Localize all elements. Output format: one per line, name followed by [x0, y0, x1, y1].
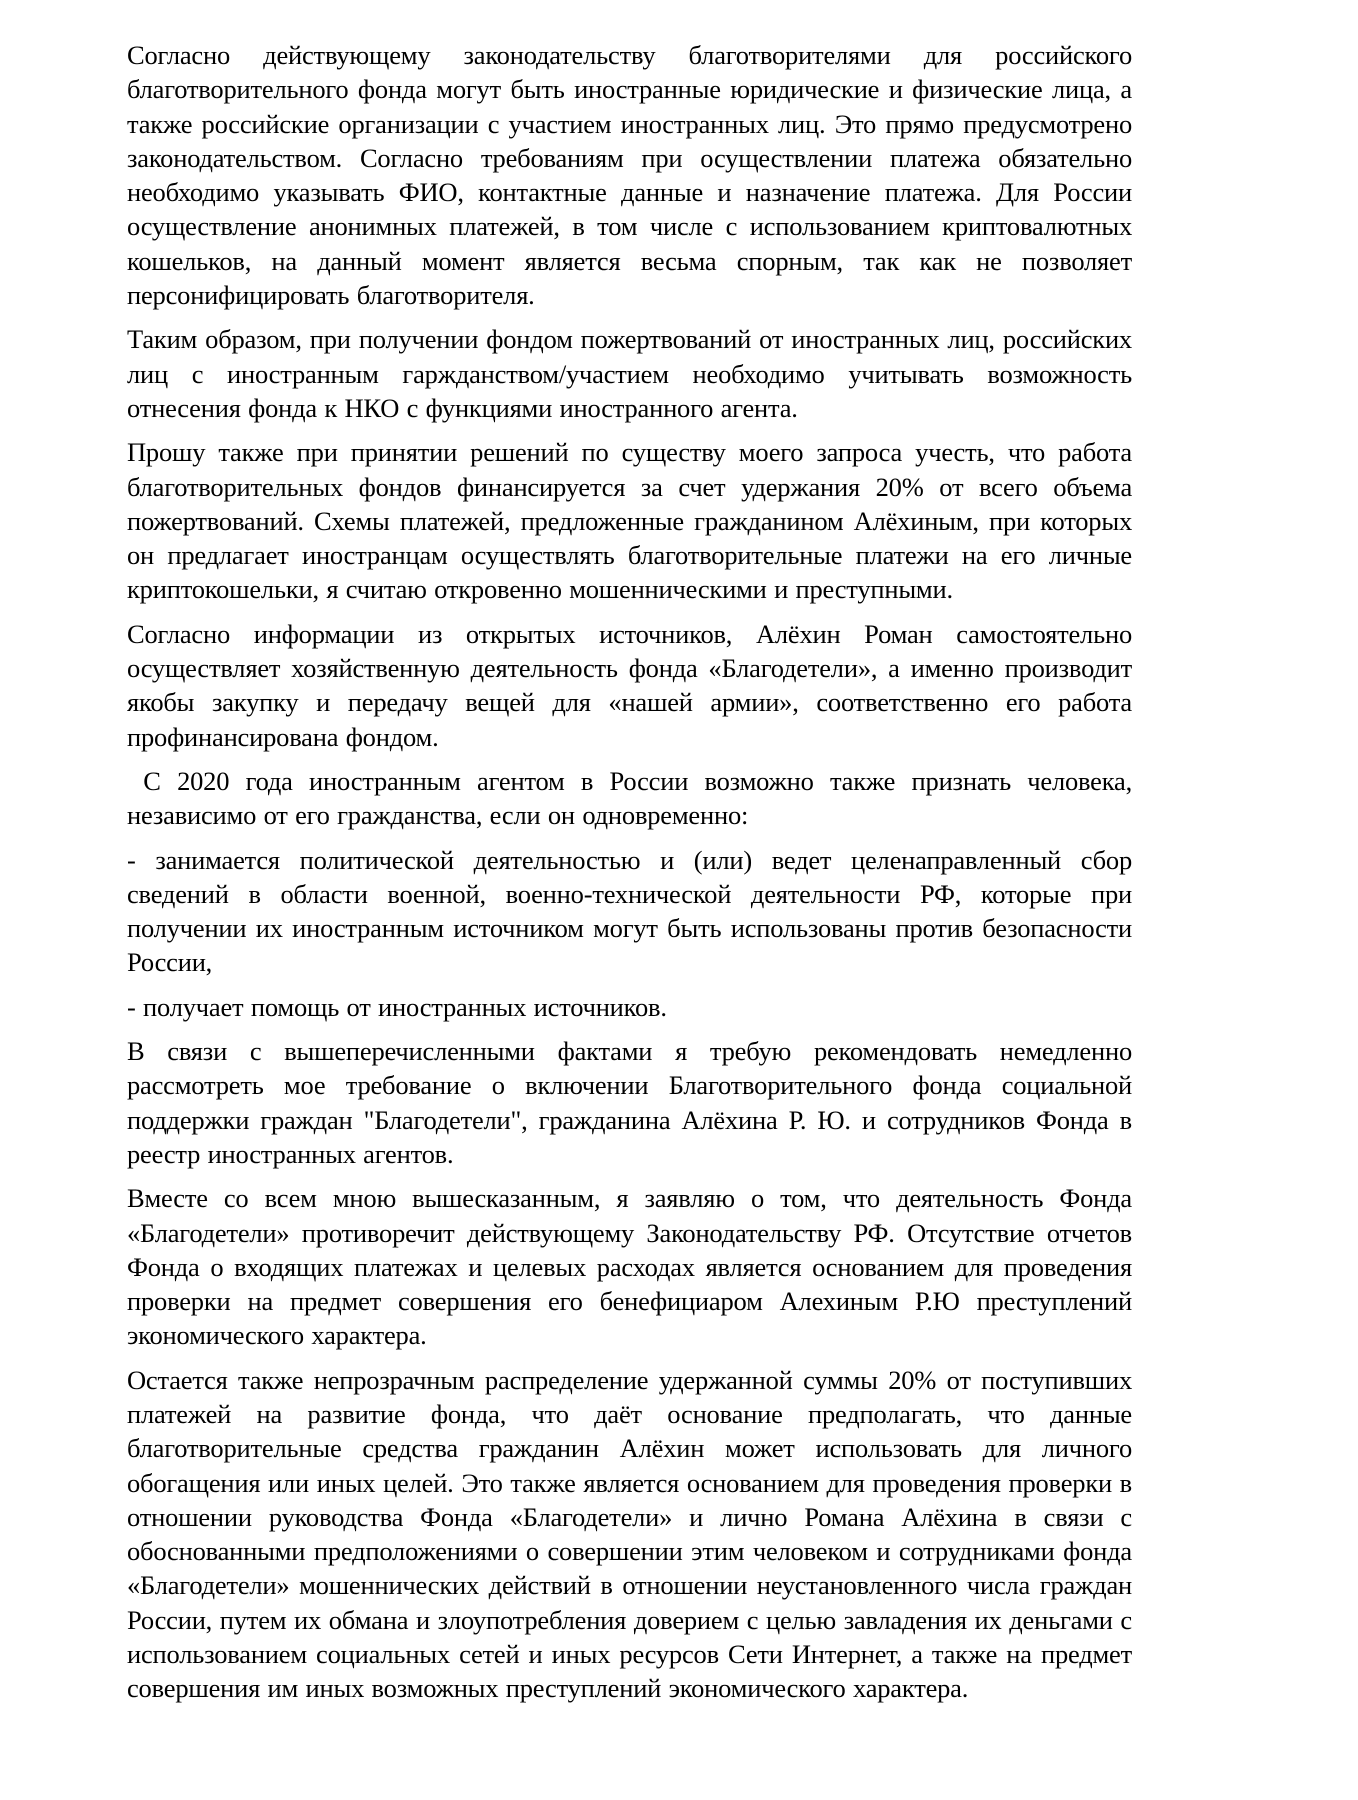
paragraph: Согласно информации из открытых источников, Алёхин Роман самостоятельно осуществляет хозяйственную деятельность фонда «Благодетели», а именно производит якобы закупку и передачу вещей для «нашей армии», соответственно его работа профинансирована фондом. [127, 618, 1132, 752]
paragraph: Вместе со всем мною вышесказанным, я заявляю о том, что деятельность Фонда «Благодетели» противоречит действующему Законодательству РФ. Отсутствие отчетов Фонда о входящих платежах и целевых расходах является основанием для проведения проверки на предмет совершения его бенефициаром Алехиным Р.Ю преступлений экономического характера. [127, 1183, 1132, 1351]
paragraph: В связи с вышеперечисленными фактами я требую рекомендовать немедленно рассмотреть мое требование о включении Благотворительного фонда социальной поддержки граждан "Благодетели", гражданина Алёхина Р. Ю. и сотрудников Фонда в реестр иностранных агентов. [127, 1036, 1132, 1169]
document-page [127, 38, 1132, 1706]
paragraph: Остается также непрозрачным распределение удержанной суммы 20% от поступивших платежей на развитие фонда, что даёт основание предполагать, что данные благотворительные средства гражданин Алёхин может использовать для личного обогащения или иных целей. Это также является основанием для проведения проверки в отношении руководства Фонда «Благодетели» и лично Романа Алёхина в связи с обоснованными предположениями о совершении этим человеком и сотрудниками фонда «Благодетели» мошеннических действий в отношении неустановленного числа граждан России, путем их обмана и злоупотребления доверием с целью завладения их деньгами с использованием социальных сетей и иных ресурсов Сети Интернет, а также на предмет совершения им иных возможных преступлений экономического характера. [127, 1364, 1132, 1704]
bullet-paragraph: - занимается политической деятельностью и (или) ведет целенаправленный сбор сведений в области военной, военно-технической деятельности РФ, которые при получении их иностранным источником могут быть использованы против безопасности России, [127, 844, 1132, 978]
paragraph: Таким образом, при получении фондом пожертвований от иностранных лиц, российских лиц с иностранным гаржданством/участием необходимо учитывать возможность отнесения фонда к НКО с функциями иностранного агента. [127, 324, 1132, 423]
paragraph: Прошу также при принятии решений по существу моего запроса учесть, что работа благотворительных фондов финансируется за счет удержания 20% от всего объема пожертвований. Схемы платежей, предложенные гражданином Алёхиным, при которых он предлагает иностранцам осуществлять благотворительные платежи на его личные криптокошельки, я считаю откровенно мошенническими и преступными. [127, 437, 1132, 605]
bullet-paragraph: - получает помощь от иностранных источников. [127, 991, 667, 1022]
paragraph: С 2020 года иностранным агентом в России возможно также признать человека, независимо от его гражданства, если он одновременно: [127, 765, 1132, 831]
paragraph: Согласно действующему законодательству благотворителями для российского благотворительного фонда могут быть иностранные юридические и физические лица, а также российские организации с участием иностранных лиц. Это прямо предусмотрено законодательством. Согласно требованиям при осуществлении платежа обязательно необходимо указывать ФИО, контактные данные и назначение платежа. Для России осуществление анонимных платежей, в том числе с использованием криптовалютных кошельков, на данный момент является весьма спорным, так как не позволяет персонифицировать благотворителя. [127, 40, 1132, 311]
